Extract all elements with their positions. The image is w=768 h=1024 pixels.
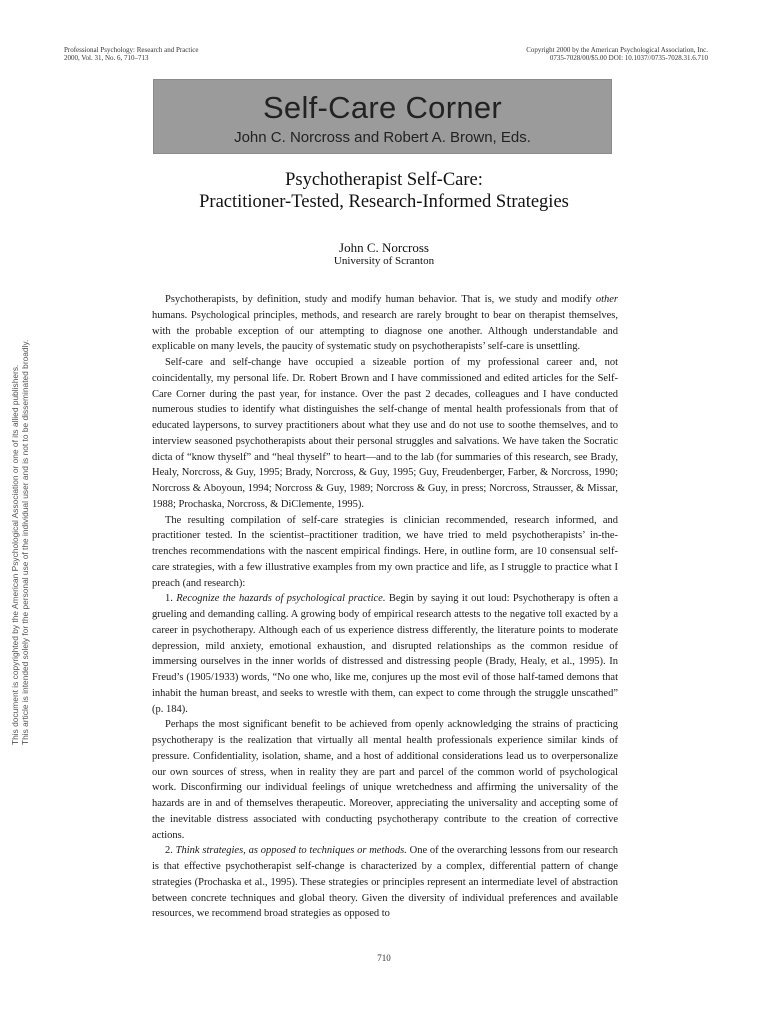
paragraph-1 [152,292,618,355]
author-name: John C. Norcross [339,240,429,255]
side-note-line1: This document is copyrighted by the American Psychological Association or one of its allied publishers. [10,364,20,745]
author-block [230,240,538,268]
article-title-line2: Practitioner-Tested, Research-Informed Strategies [199,192,569,212]
article-body [152,292,618,922]
doi-line: 0735-7028/00/$5.00 DOI: 10.1037//0735-7028.31.6.710 [549,54,708,62]
journal-name: Professional Psychology: Research and Practice [64,46,199,54]
section-banner [153,79,612,154]
journal-citation [64,46,199,62]
paragraph-5: Perhaps the most significant benefit to be achieved from openly acknowledging the strains of practicing psychotherapy is the realization that virtually all mental health professionals experience similar kinds of pressure. Confidentiality, isolation, shame, and a host of additional considerations lead us to overpersonalize our own sources of stress, when in reality they are part and parcel of the common world of psychological work. Disconfirming our individual feelings of unique wretchedness and affirming the universality of the hazards are in and of themselves therapeutic. Moreover, appreciating the universality and accepting some of the inevitable distress associated with conducting psychotherapy contribute to the creation of corrective actions. [152,719,618,841]
section-title: Self-Care Corner [262,90,503,125]
p1-text-a: Psychotherapists, by definition, study and modify human behavior. That is, we study and modify [165,294,596,305]
p6-text: One of the overarching lessons from our research is that effective psychotherapist self-change is characterized by a complex, differential pattern of change strategies (Prochaska et al., 1995). These strategies or principles represent an intermediate level of abstraction between concrete techniques and global theory. Given the diversity of individual preferences and available resources, we recommend broad strategies as opposed to [152,845,618,920]
page-number: 710 [377,953,391,963]
copyright-line: Copyright 2000 by the American Psychological Association, Inc. [526,46,708,54]
p4-text: Begin by saying it out loud: Psychotherapy is often a grueling and demanding calling. A growing body of empirical research attests to the negative toll exacted by a career in psychotherapy. Although each of us experience distress differently, the literature points to moderate depression, mild anxiety, emotional exhaustion, and disrupted relationships as the common residue of immersing ourselves in the inner worlds of distressed and distressing people (Brady, Healy, et al., 1995). In Freud’s (1905/1933) words, “No one who, like me, conjures up the most evil of those half-tamed demons that inhabit the human breast, and seeks to wrestle with them, can expect to come through the struggle unscathed” (p. 184). [152,593,619,715]
paragraph-4 [152,591,618,717]
p6-number: 2. [165,845,176,857]
p1-emphasis: other [595,294,618,305]
p1-text-b: humans. Psychological principles, methods, and research are rarely brought to bear on therapist themselves, with the probable exception of our attempting to diagnose one another. Although understandable and explicable on many levels, the paucity of systematic study on psychotherapists’ self-care is unsettling. [152,309,618,353]
side-note-line2: This article is intended solely for the personal use of the individual user and is not to be disseminated broadly. [20,339,30,745]
p6-heading: Think strategies, as opposed to techniques or methods. [175,845,407,857]
journal-volume: 2000, Vol. 31, No. 6, 710–713 [64,54,149,62]
copyright-notice [470,46,708,62]
copyright-side-note [10,275,30,745]
article-title-line1: Psychotherapist Self-Care: [285,170,483,190]
paragraph-6 [152,843,618,922]
paragraph-3: The resulting compilation of self-care strategies is clinician recommended, research informed, and practitioner tested. In the scientist–practitioner tradition, we have tried to meld psychotherapists’ in-the-trenches recommendations with the nascent empirical findings. Here, in outline form, are 10 consensual self-care strategies, with a few illustrative examples from my own practice and life, as I struggle to practice what I preach (and research): [152,514,618,589]
section-editors: John C. Norcross and Robert A. Brown, Eds. [234,129,531,146]
author-affiliation: University of Scranton [333,255,435,267]
article-title [100,169,668,213]
paragraph-2: Self-care and self-change have occupied a sizeable portion of my professional career and, not coincidentally, my personal life. Dr. Robert Brown and I have commissioned and edited articles for the Self-Care Corner during the past year, for instance. Over the past 2 decades, colleagues and I have conducted numerous studies to identify what distinguishes the self-change of mental health professionals from that of educated laypersons, to survey practitioners about what they use and do not use to soothe themselves, and to interview seasoned psychotherapists about their personal struggles and salvations. We have taken the Socratic dicta of “know thyself” and “heal thyself” to heart—and to the lab (for summaries of this research, see Brady, Healy, Norcross, & Guy, 1995; Brady, Norcross, & Guy, 1995; Guy, Freudenberger, Farber, & Norcross, 1990; Norcross & Aboyoun, 1994; Norcross & Guy, 1989; Norcross & Guy, in press; Norcross, Strausser, & Missar, 1988; Prochaska, Norcross, & DiClemente, 1995). [152,357,618,510]
p4-heading: Recognize the hazards of psychological practice. [176,593,386,605]
p4-number: 1. [165,593,177,605]
